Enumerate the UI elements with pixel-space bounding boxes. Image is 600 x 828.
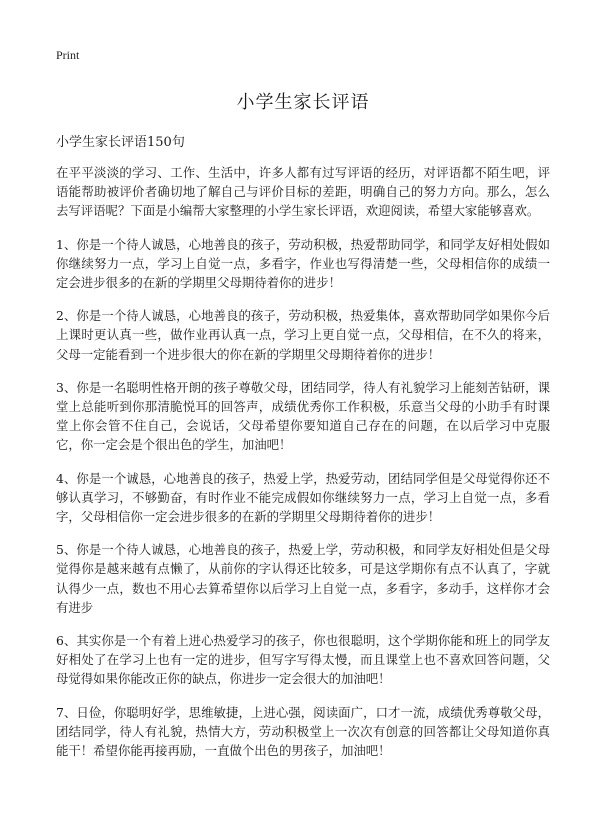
comment-item-5: 5、你是一个待人诚恳，心地善良的孩子，热爱上学，劳动积极，和同学友好相处但是父母觉得你是越来越有点懒了，从前你的字认得还比较多，可是这学期你有点不认真了，字就认得少一点，数也不用心去算希望你以后学习上自觉一点，多看字，多动手，这样你才会有进步	[56, 542, 550, 615]
comment-item-3: 3、你是一名聪明性格开朗的孩子尊敬父母，团结同学，待人有礼貌学习上能刻苦钻研，课堂上总能听到你那清脆悦耳的回答声，成绩优秀你工作积极，乐意当父母的小助手有时课堂上你会管不住自己，会说话，父母希望你要知道自己存在的问题，在以后学习中克服它，你一定会是个很出色的学生，加油吧！	[56, 379, 550, 453]
intro-paragraph: 在平平淡淡的学习、工作、生活中，许多人都有过写评语的经历，对评语都不陌生吧，评语能帮助被评价者确切地了解自己与评价目标的差距，明确自己的努力方向。那么，怎么去写评语呢？下面是小编帮大家整理的小学生家长评语，欢迎阅读，希望大家能够喜欢。	[56, 165, 550, 219]
page-title: 小学生家长评语	[236, 92, 370, 113]
comment-item-4: 4、你是一个诚恳，心地善良的孩子，热爱上学，热爱劳动，团结同学但是父母觉得你还不够认真学习，不够勤奋，有时作业不能完成假如你继续努力一点，学习上自觉一点，多看字，父母相信你一定会进步很多的在新的学期里父母期待着你的进步！	[56, 470, 550, 525]
comment-item-7: 7、日俭，你聪明好学，思维敏捷，上进心强，阅读面广，口才一流，成绩优秀尊敬父母，团结同学，待人有礼貌，热情大方，劳动积极堂上一次次有创意的回答都让父母知道你真能干！希望你能再接再励，一直做个出色的男孩子，加油吧！	[56, 704, 550, 759]
comment-item-2: 2、你是一个待人诚恳，心地善良的孩子，劳动积极，热爱集体，喜欢帮助同学如果你今后上课时更认真一些，做作业再认真一点，学习上更自觉一点，父母相信，在不久的将来，父母一定能看到一个进步很大的你在新的学期里父母期待着你的进步！	[56, 308, 550, 362]
document-subtitle: 小学生家长评语150句	[56, 135, 185, 150]
comment-item-1: 1、你是一个待人诚恳，心地善良的孩子，劳动积极，热爱帮助同学，和同学友好相处假如你继续努力一点，学习上自觉一点，多看字，作业也写得清楚一些，父母相信你的成绩一定会进步很多的在新的学期里父母期待着你的进步！	[56, 236, 550, 291]
comment-item-6: 6、其实你是一个有着上进心热爱学习的孩子，你也很聪明，这个学期你能和班上的同学友好相处了在学习上也有一定的进步，但写字写得太慢，而且课堂上也不喜欢回答问题，父母觉得如果你能改正你的缺点，你进步一定会很大的加油吧！	[56, 633, 550, 687]
print-link[interactable]: Print	[56, 48, 80, 62]
